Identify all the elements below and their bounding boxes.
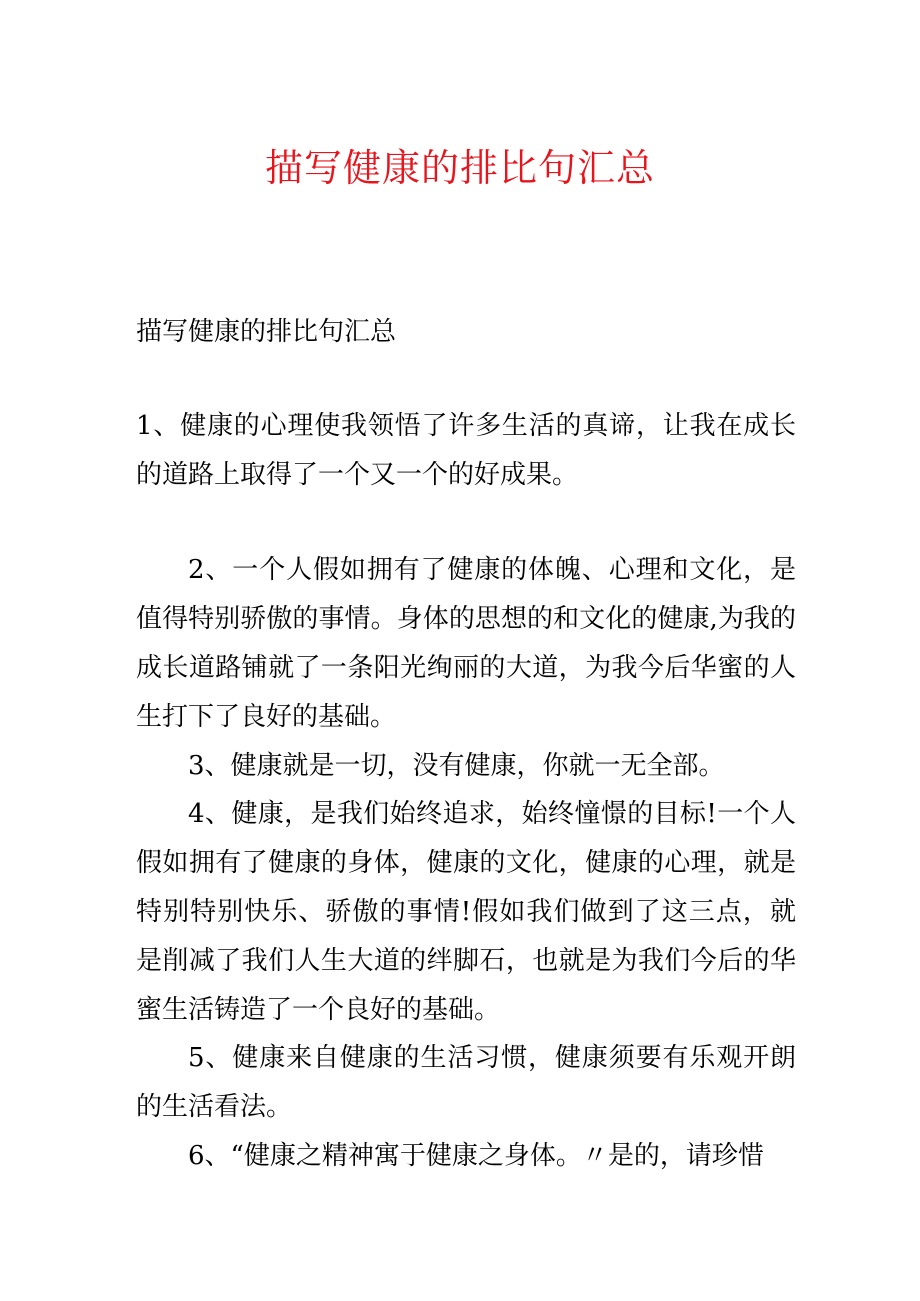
paragraph-3: 3、健康就是一切，没有健康，你就一无全部。 bbox=[188, 751, 725, 781]
document-subtitle: 描写健康的排比句汇总 bbox=[136, 317, 397, 347]
paragraph-2: 2、一个人假如拥有了健康的体魄、心理和文化，是值得特别骄傲的事情。身体的思想的和文化的健康,为我的成长道路铺就了一条阳光绚丽的大道，为我今后华蜜的人生打下了良好的基础。 bbox=[136, 555, 796, 732]
paragraph-1: 1、健康的心理使我领悟了许多生活的真谛，让我在成长的道路上取得了一个又一个的好成果。 bbox=[136, 411, 796, 490]
paragraph-6: 6、“健康之精神寓于健康之身体。〃是的，请珍惜 bbox=[188, 1141, 764, 1171]
paragraph-4: 4、健康，是我们始终追求，始终憧憬的目标!一个人假如拥有了健康的身体，健康的文化，健康的心理，就是特别特别快乐、骄傲的事情!假如我们做到了这三点，就是削减了我们人生大道的绊脚石，也就是为我们今后的华蜜生活铸造了一个良好的基础。 bbox=[136, 799, 796, 1025]
document-title: 描写健康的排比句汇总 bbox=[264, 146, 655, 190]
paragraph-5: 5、健康来自健康的生活习惯，健康须要有乐观开朗的生活看法。 bbox=[136, 1043, 796, 1122]
